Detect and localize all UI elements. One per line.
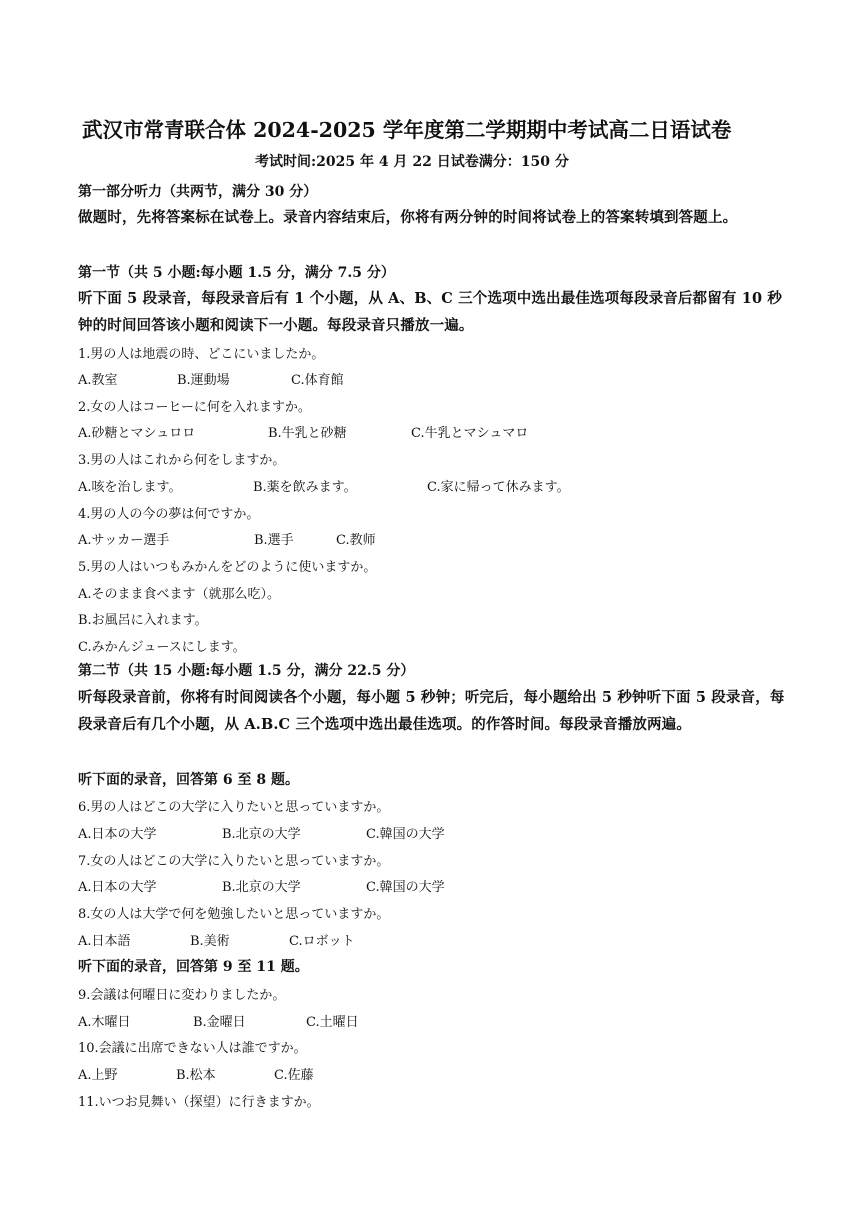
question-5-option-c: C.みかんジュースにします。 [78, 640, 246, 655]
option-a: A.咳を治します。 [78, 480, 182, 495]
section2-heading: 第二节（共 15 小题:每小题 1.5 分，满分 22.5 分） [78, 663, 415, 679]
question-7-options [78, 876, 445, 895]
exam-title: 武汉市常青联合体 2024-2025 学年度第二学期期中考试高二日语试卷 [82, 118, 732, 142]
option-a: A.サッカー選手 [78, 533, 170, 548]
question-5-option-a: A.そのまま食べます（就那么吃）。 [78, 587, 281, 602]
option-b: B.北京の大学 [222, 827, 301, 842]
option-b: B.金曜日 [193, 1015, 246, 1030]
question-3: 3.男の人はこれから何をしますか。 [78, 453, 286, 468]
question-6: 6.男の人はどこの大学に入りたいと思っていますか。 [78, 800, 390, 815]
option-b: B.薬を飲みます。 [253, 480, 357, 495]
option-c: C.家に帰って休みます。 [427, 480, 570, 495]
question-8: 8.女の人は大学で何を勉強したいと思っていますか。 [78, 907, 390, 922]
option-a: A.砂糖とマシュロロ [78, 426, 196, 441]
question-4-options [78, 529, 376, 548]
question-7: 7.女の人はどこの大学に入りたいと思っていますか。 [78, 854, 390, 869]
question-8-options [78, 930, 355, 949]
option-b: B.北京の大学 [222, 880, 301, 895]
option-b: B.松本 [176, 1068, 216, 1083]
question-10: 10.会議に出席できない人は誰ですか。 [78, 1041, 307, 1056]
question-9: 9.会議は何曜日に変わりましたか。 [78, 988, 286, 1003]
option-b: B.牛乳と砂糖 [268, 426, 347, 441]
option-a: A.教室 [78, 373, 118, 388]
exam-info: 考试时间:2025 年 4 月 22 日试卷满分：150 分 [255, 154, 569, 170]
option-a: A.日本語 [78, 934, 131, 949]
section1-instruction: 听下面 5 段录音，每段录音后有 1 个小题，从 A、B、C 三个选项中选出最佳选项每段录音后都留有 10 秒钟的时间回答该小题和阅读下一小题。每段录音只播放一遍。 [78, 290, 783, 334]
option-c: C.韓国の大学 [366, 827, 445, 842]
group-6-8-heading: 听下面的录音，回答第 6 至 8 题。 [78, 772, 299, 788]
option-a: A.日本の大学 [78, 827, 157, 842]
option-c: C.牛乳とマシュマロ [411, 426, 529, 441]
section2-instruction: 听每段录音前，你将有时间阅读各个小题，每小题 5 秒钟；听完后，每小题给出 5 秒钟听下面 5 段录音，每段录音后有几个小题，从 A.B.C 三个选项中选出最佳选项。的作答时间。每段录音播放两遍。 [78, 689, 785, 733]
question-6-options [78, 823, 445, 842]
question-5: 5.男の人はいつもみかんをどのように使いますか。 [78, 560, 377, 575]
part1-heading: 第一部分听力（共两节，满分 30 分） [78, 184, 318, 200]
question-2: 2.女の人はコーヒーに何を入れますか。 [78, 400, 311, 415]
option-c: C.体育館 [291, 373, 344, 388]
option-c: C.教师 [336, 533, 376, 548]
option-c: C.土曜日 [306, 1015, 359, 1030]
question-1: 1.男の人は地震の時、どこにいましたか。 [78, 347, 325, 362]
question-1-options [78, 369, 344, 388]
option-a: A.日本の大学 [78, 880, 157, 895]
option-c: C.佐藤 [274, 1068, 314, 1083]
option-c: C.韓国の大学 [366, 880, 445, 895]
question-11: 11.いつお見舞い（探望）に行きますか。 [78, 1095, 320, 1110]
option-b: B.選手 [254, 533, 294, 548]
question-9-options [78, 1011, 359, 1030]
group-9-11-heading: 听下面的录音，回答第 9 至 11 题。 [78, 959, 309, 975]
question-5-option-b: B.お風呂に入れます。 [78, 613, 208, 628]
part1-instruction: 做题时，先将答案标在试卷上。录音内容结束后，你将有两分钟的时间将试卷上的答案转填到答题上。 [78, 209, 738, 226]
option-b: B.美術 [190, 934, 230, 949]
section1-heading: 第一节（共 5 小题:每小题 1.5 分，满分 7.5 分） [78, 265, 395, 281]
option-a: A.上野 [78, 1068, 118, 1083]
option-c: C.ロボット [289, 934, 355, 949]
question-4: 4.男の人の今の夢は何ですか。 [78, 507, 260, 522]
option-a: A.木曜日 [78, 1015, 131, 1030]
option-b: B.運動場 [177, 373, 230, 388]
question-3-options [78, 476, 570, 495]
question-10-options [78, 1064, 314, 1083]
question-2-options [78, 422, 528, 441]
